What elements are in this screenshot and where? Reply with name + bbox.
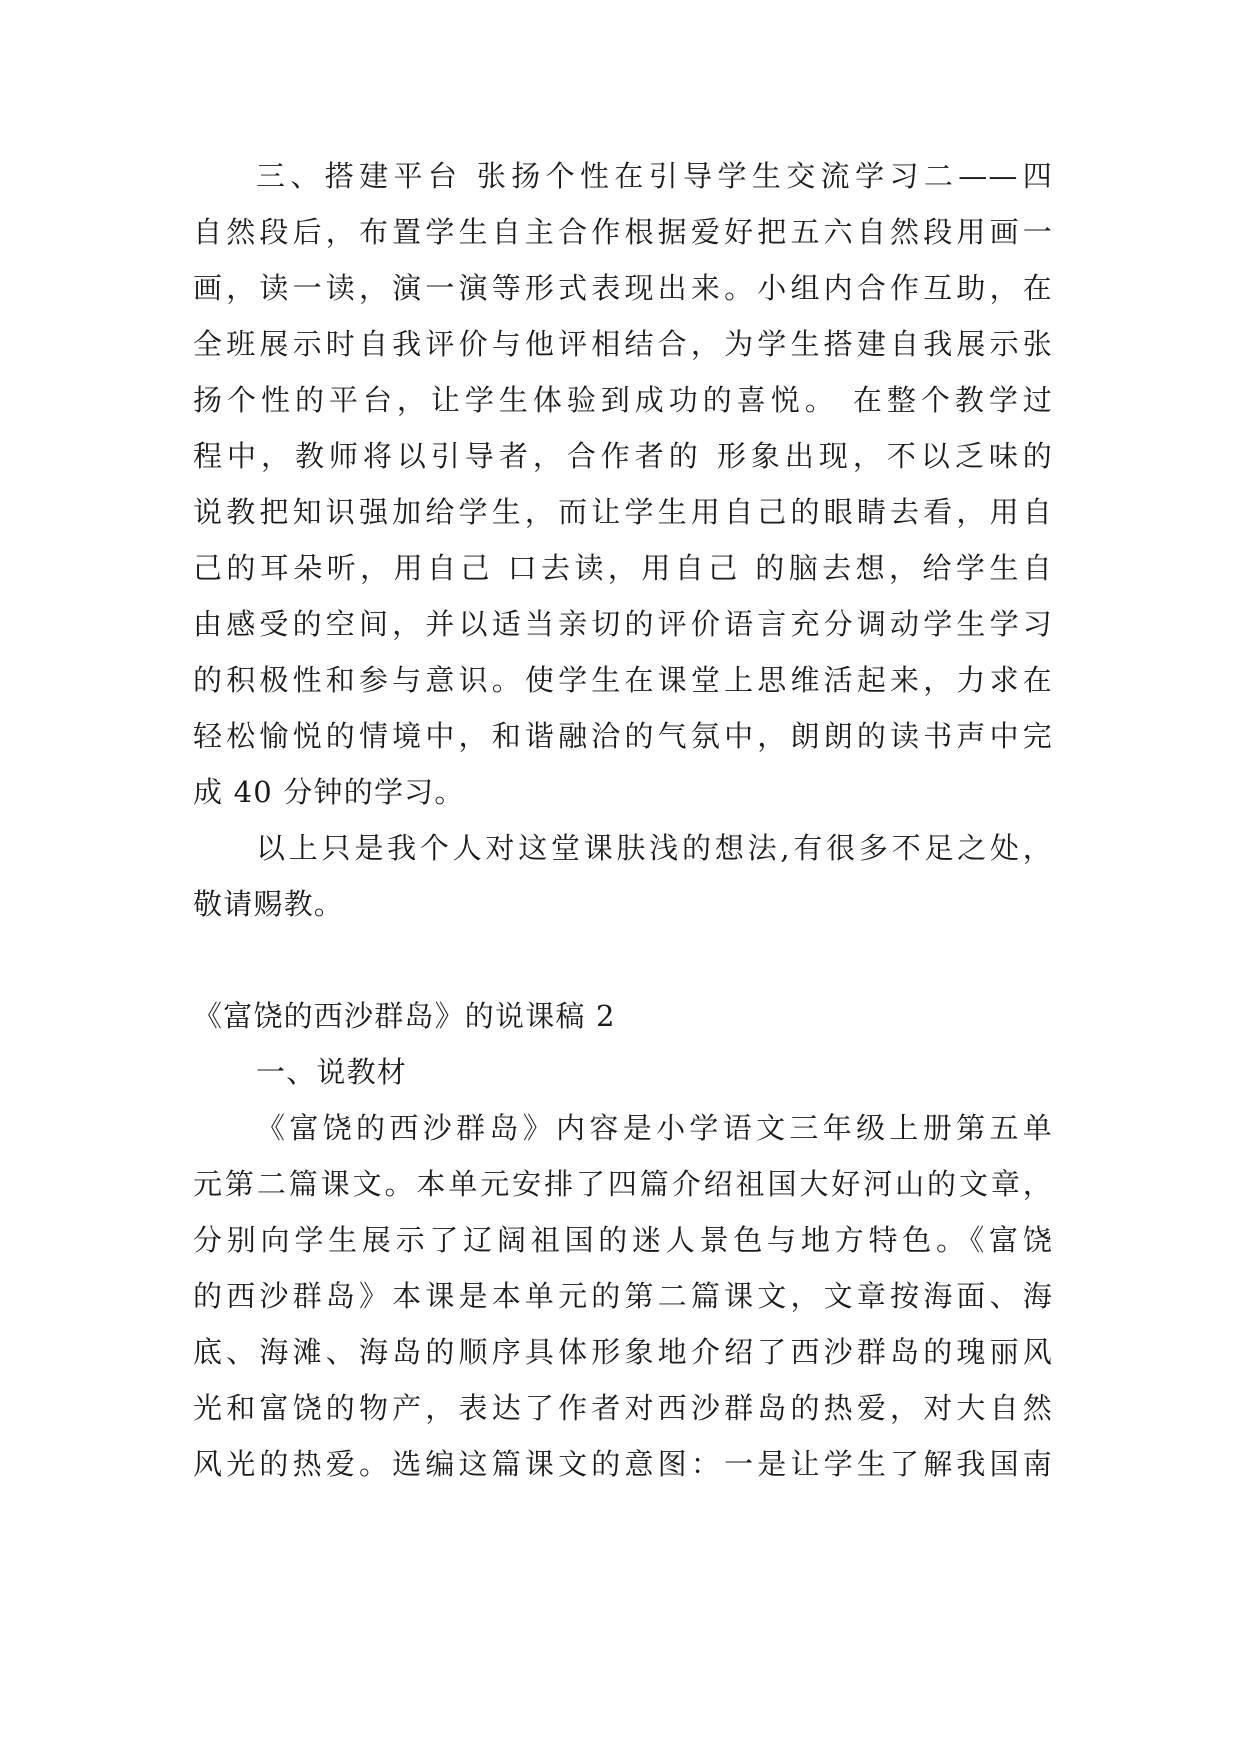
text-line: 全班展示时自我评价与他评相结合，为学生搭建自我展示张 [193, 327, 1053, 361]
subheading: 一、说教材 [256, 1055, 408, 1089]
text-line: 以上只是我个人对这堂课肤浅的想法,有很多不足之处， [256, 831, 1053, 865]
text-line: 的积极性和参与意识。使学生在课堂上思维活起来，力求在 [193, 663, 1053, 697]
text-line: 光和富饶的物产，表达了作者对西沙群岛的热爱，对大自然 [193, 1391, 1053, 1425]
text-line: 风光的热爱。选编这篇课文的意图：一是让学生了解我国南 [193, 1447, 1053, 1481]
text-line: 成 40 分钟的学习。 [193, 775, 465, 809]
text-line: 三、搭建平台 张扬个性在引导学生交流学习二——四 [256, 159, 1053, 193]
text-line: 程中，教师将以引导者，合作者的 形象出现，不以乏味的 [193, 439, 1053, 473]
text-line: 轻松愉悦的情境中，和谐融洽的气氛中，朗朗的读书声中完 [193, 719, 1053, 753]
section-title: 《富饶的西沙群岛》的说课稿 2 [193, 999, 616, 1033]
text-line: 扬个性的平台，让学生体验到成功的喜悦。 在整个教学过 [193, 383, 1053, 417]
text-line: 分别向学生展示了辽阔祖国的迷人景色与地方特色。《富饶 [193, 1223, 1053, 1257]
text-line: 元第二篇课文。本单元安排了四篇介绍祖国大好河山的文章， [193, 1167, 1053, 1201]
text-line: 由感受的空间，并以适当亲切的评价语言充分调动学生学习 [193, 607, 1053, 641]
text-line: 自然段后，布置学生自主合作根据爱好把五六自然段用画一 [193, 215, 1053, 249]
text-line: 己的耳朵听，用自己 口去读，用自己 的脑去想，给学生自 [193, 551, 1053, 585]
text-line: 画，读一读，演一演等形式表现出来。小组内合作互助，在 [193, 271, 1053, 305]
text-line: 《富饶的西沙群岛》内容是小学语文三年级上册第五单 [256, 1111, 1053, 1145]
text-line: 的西沙群岛》本课是本单元的第二篇课文，文章按海面、海 [193, 1279, 1053, 1313]
text-line: 底、海滩、海岛的顺序具体形象地介绍了西沙群岛的瑰丽风 [193, 1335, 1053, 1369]
text-line: 说教把知识强加给学生，而让学生用自己的眼睛去看，用自 [193, 495, 1053, 529]
text-line: 敬请赐教。 [193, 887, 345, 921]
